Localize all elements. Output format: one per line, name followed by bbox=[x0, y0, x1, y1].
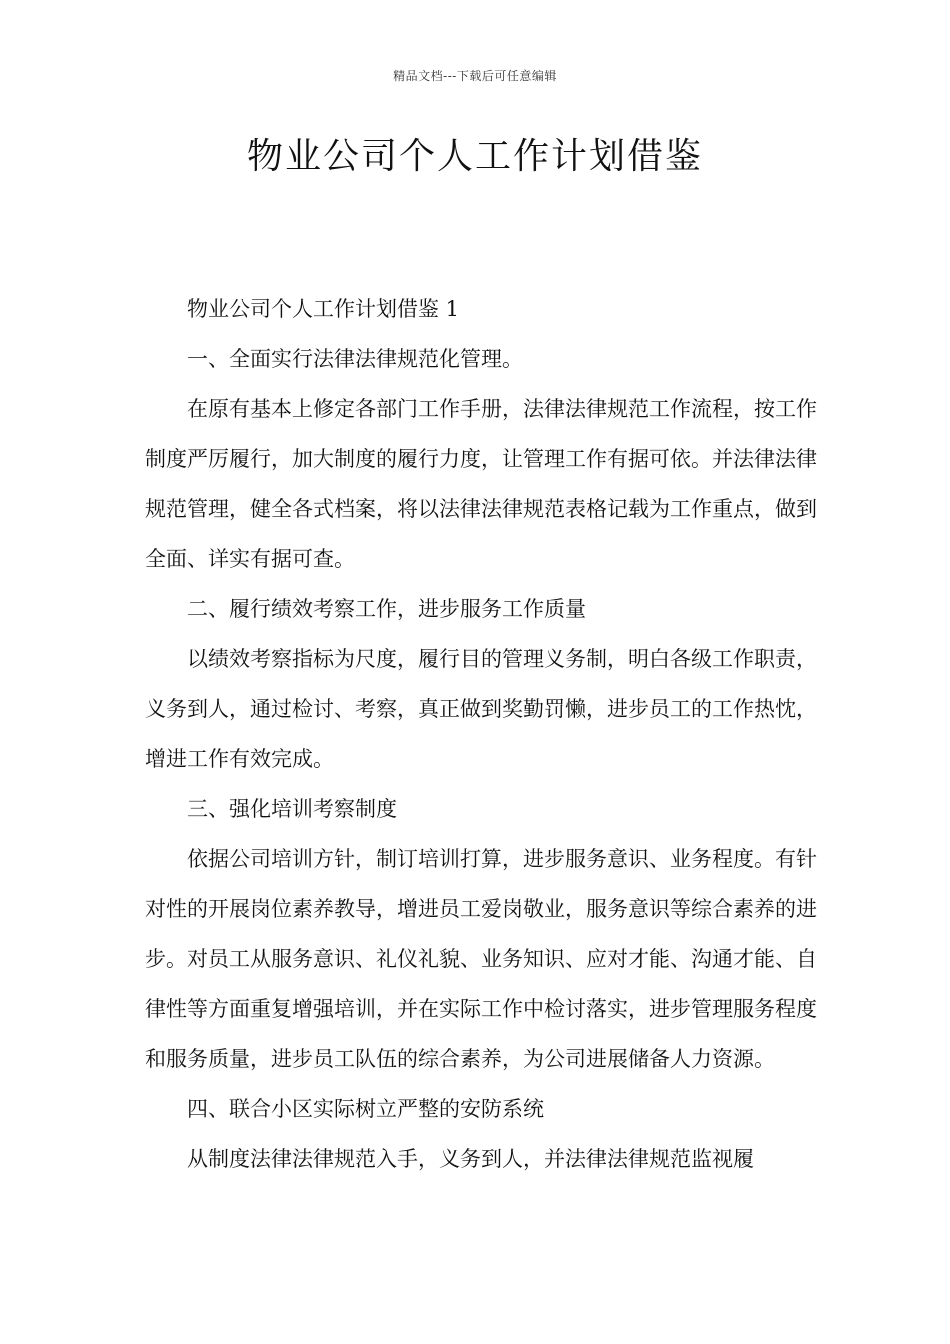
document-body bbox=[145, 284, 817, 1184]
paragraph: 从制度法律法律规范入手，义务到人，并法律法律规范监视履 bbox=[187, 1147, 754, 1171]
paragraph-subtitle: 物业公司个人工作计划借鉴 1 bbox=[187, 297, 460, 321]
section-heading-4: 四、联合小区实际树立严整的安防系统 bbox=[187, 1097, 544, 1121]
document-title: 物业公司个人工作计划借鉴 bbox=[246, 136, 703, 177]
section-heading-3: 三、强化培训考察制度 bbox=[187, 797, 397, 821]
paragraph: 以绩效考察指标为尺度，履行目的管理义务制，明白各级工作职责，义务到人，通过检讨、考察，真正做到奖勤罚懒，进步员工的工作热忱，增进工作有效完成。 bbox=[145, 647, 817, 771]
paragraph: 依据公司培训方针，制订培训打算，进步服务意识、业务程度。有针对性的开展岗位素养教导，增进员工爱岗敬业，服务意识等综合素养的进步。对员工从服务意识、礼仪礼貌、业务知识、应对才能、沟通才能、自律性等方面重复增强培训，并在实际工作中检讨落实，进步管理服务程度和服务质量，进步员工队伍的综合素养，为公司进展储备人力资源。 bbox=[145, 847, 817, 1071]
section-heading-2: 二、履行绩效考察工作，进步服务工作质量 bbox=[187, 597, 586, 621]
paragraph: 在原有基本上修定各部门工作手册，法律法律规范工作流程，按工作制度严厉履行，加大制度的履行力度，让管理工作有据可依。并法律法律规范管理，健全各式档案，将以法律法律规范表格记载为工作重点，做到全面、详实有据可查。 bbox=[145, 397, 817, 571]
header-note: 精品文档---下载后可任意编辑 bbox=[393, 69, 557, 83]
section-heading-1: 一、全面实行法律法律规范化管理。 bbox=[187, 347, 523, 371]
